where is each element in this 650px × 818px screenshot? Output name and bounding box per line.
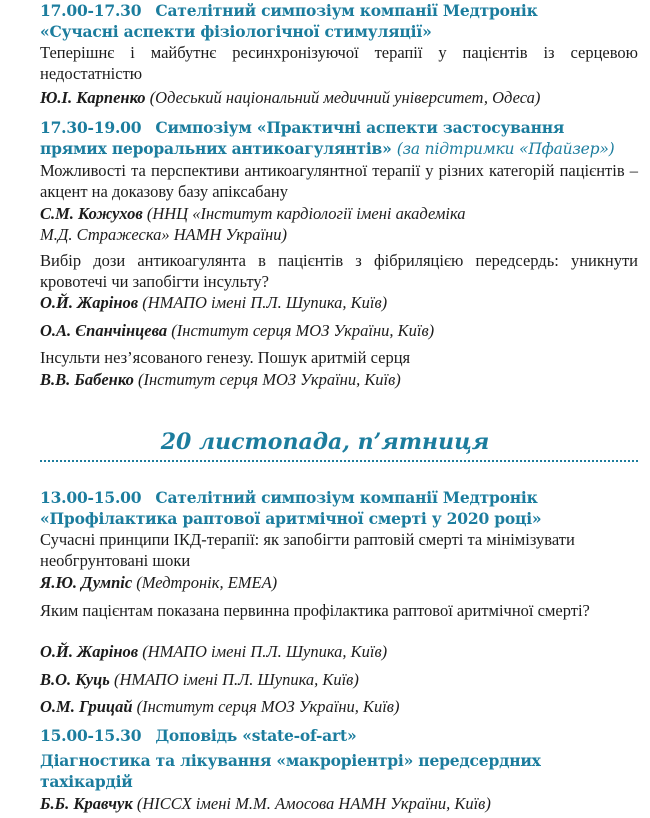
speaker-name: Ю.І. Карпенко bbox=[40, 88, 146, 107]
session-header bbox=[40, 725, 638, 746]
speaker-affiliation: (Інститут серця МОЗ України, Київ) bbox=[136, 697, 400, 716]
speaker bbox=[40, 320, 638, 341]
speaker bbox=[40, 87, 638, 108]
talk-title: Можливості та перспективи антикоагулянтної терапії у різних категорій пацієнтів – акцент на доказову базу апіксабану bbox=[40, 161, 638, 201]
session-time: 13.00-15.00 bbox=[40, 488, 142, 507]
session-time: 17.00-17.30 bbox=[40, 1, 142, 20]
dotted-divider bbox=[40, 460, 638, 462]
session-title: Сателітний симпозіум компанії Медтронік bbox=[155, 488, 538, 507]
speaker-affiliation: (Інститут серця МОЗ України, Київ) bbox=[171, 321, 435, 340]
session-header bbox=[40, 487, 638, 508]
session-header bbox=[40, 117, 638, 138]
session-title-line: «Сучасні аспекти фізіологічної стимуляції» bbox=[40, 22, 432, 41]
speaker-name: Б.Б. Кравчук bbox=[40, 794, 133, 813]
talk-title: Яким пацієнтам показана первинна профілактика раптової аритмічної смерті? bbox=[40, 601, 590, 620]
speaker bbox=[40, 203, 638, 224]
talk-title: Теперішнє і майбутнє ресинхронізуючої терапії у пацієнтів із серцевою недостатністю bbox=[40, 43, 638, 83]
speaker-affiliation: (НМАПО імені П.Л. Шупика, Київ) bbox=[142, 293, 388, 312]
speaker-name: В.В. Бабенко bbox=[40, 370, 134, 389]
session-title: Симпозіум «Практичні аспекти застосування bbox=[155, 118, 565, 137]
speaker-affiliation-cont: М.Д. Стражеска» НАМН України) bbox=[40, 225, 287, 244]
session-title: Сателітний симпозіум компанії Медтронік bbox=[155, 1, 538, 20]
speaker-name: О.Й. Жарінов bbox=[40, 293, 139, 312]
session-sponsor: (за підтримки «Пфайзер») bbox=[396, 140, 615, 158]
speaker-affiliation: (Одеський національний медичний університет, Одеса) bbox=[149, 88, 541, 107]
session-title: Доповідь «state-of-art» bbox=[155, 726, 357, 745]
speaker-affiliation: (НМАПО імені П.Л. Шупика, Київ) bbox=[142, 642, 388, 661]
speaker-affiliation: (НМАПО імені П.Л. Шупика, Київ) bbox=[113, 670, 359, 689]
talk-title: Вибір дози антикоагулянта в пацієнтів з фібриляцією передсердь: уникнути кровотечі чи запобігти інсульту? bbox=[40, 251, 638, 291]
speaker bbox=[40, 696, 638, 717]
speaker-name: О.М. Грицай bbox=[40, 697, 133, 716]
speaker-affiliation: (Медтронік, EMEA) bbox=[136, 573, 278, 592]
speaker-name: О.Й. Жарінов bbox=[40, 642, 139, 661]
session-title-line bbox=[40, 138, 638, 160]
speaker bbox=[40, 369, 638, 390]
speaker bbox=[40, 641, 638, 662]
speaker-affiliation: (НІССХ імені М.М. Амосова НАМН України, Київ) bbox=[136, 794, 491, 813]
speaker-name: О.А. Єпанчінцева bbox=[40, 321, 168, 340]
session-title-cont: прямих пероральних антикоагулянтів» bbox=[40, 139, 392, 158]
speaker bbox=[40, 572, 638, 593]
talk-title: Інсульти нез’ясованого генезу. Пошук аритмій серця bbox=[40, 348, 411, 367]
speaker-name: Я.Ю. Думпіс bbox=[40, 573, 133, 592]
talk-title: Сучасні принципи ІКД-терапії: як запобігти раптовій смерті та мінімізувати bbox=[40, 530, 575, 549]
session-header bbox=[40, 0, 638, 21]
talk-title-cont: необгрунтовані шоки bbox=[40, 551, 191, 570]
speaker-affiliation: (Інститут серця МОЗ України, Київ) bbox=[137, 370, 401, 389]
session-title-line: «Профілактика раптової аритмічної смерті у 2020 році» bbox=[40, 509, 542, 528]
talk-title-cont: тахікардій bbox=[40, 772, 133, 791]
speaker bbox=[40, 292, 638, 313]
session-time: 17.30-19.00 bbox=[40, 118, 142, 137]
talk-title: Діагностика та лікування «макроріентрі» передсердних bbox=[40, 751, 541, 770]
speaker bbox=[40, 793, 638, 814]
session-time: 15.00-15.30 bbox=[40, 726, 142, 745]
speaker-affiliation: (ННЦ «Інститут кардіології імені академіка bbox=[146, 204, 466, 223]
speaker-name: С.М. Кожухов bbox=[40, 204, 143, 223]
day-heading: 20 листопада, п’ятниця bbox=[160, 429, 490, 455]
speaker-name: В.О. Куць bbox=[40, 670, 110, 689]
speaker bbox=[40, 669, 638, 690]
